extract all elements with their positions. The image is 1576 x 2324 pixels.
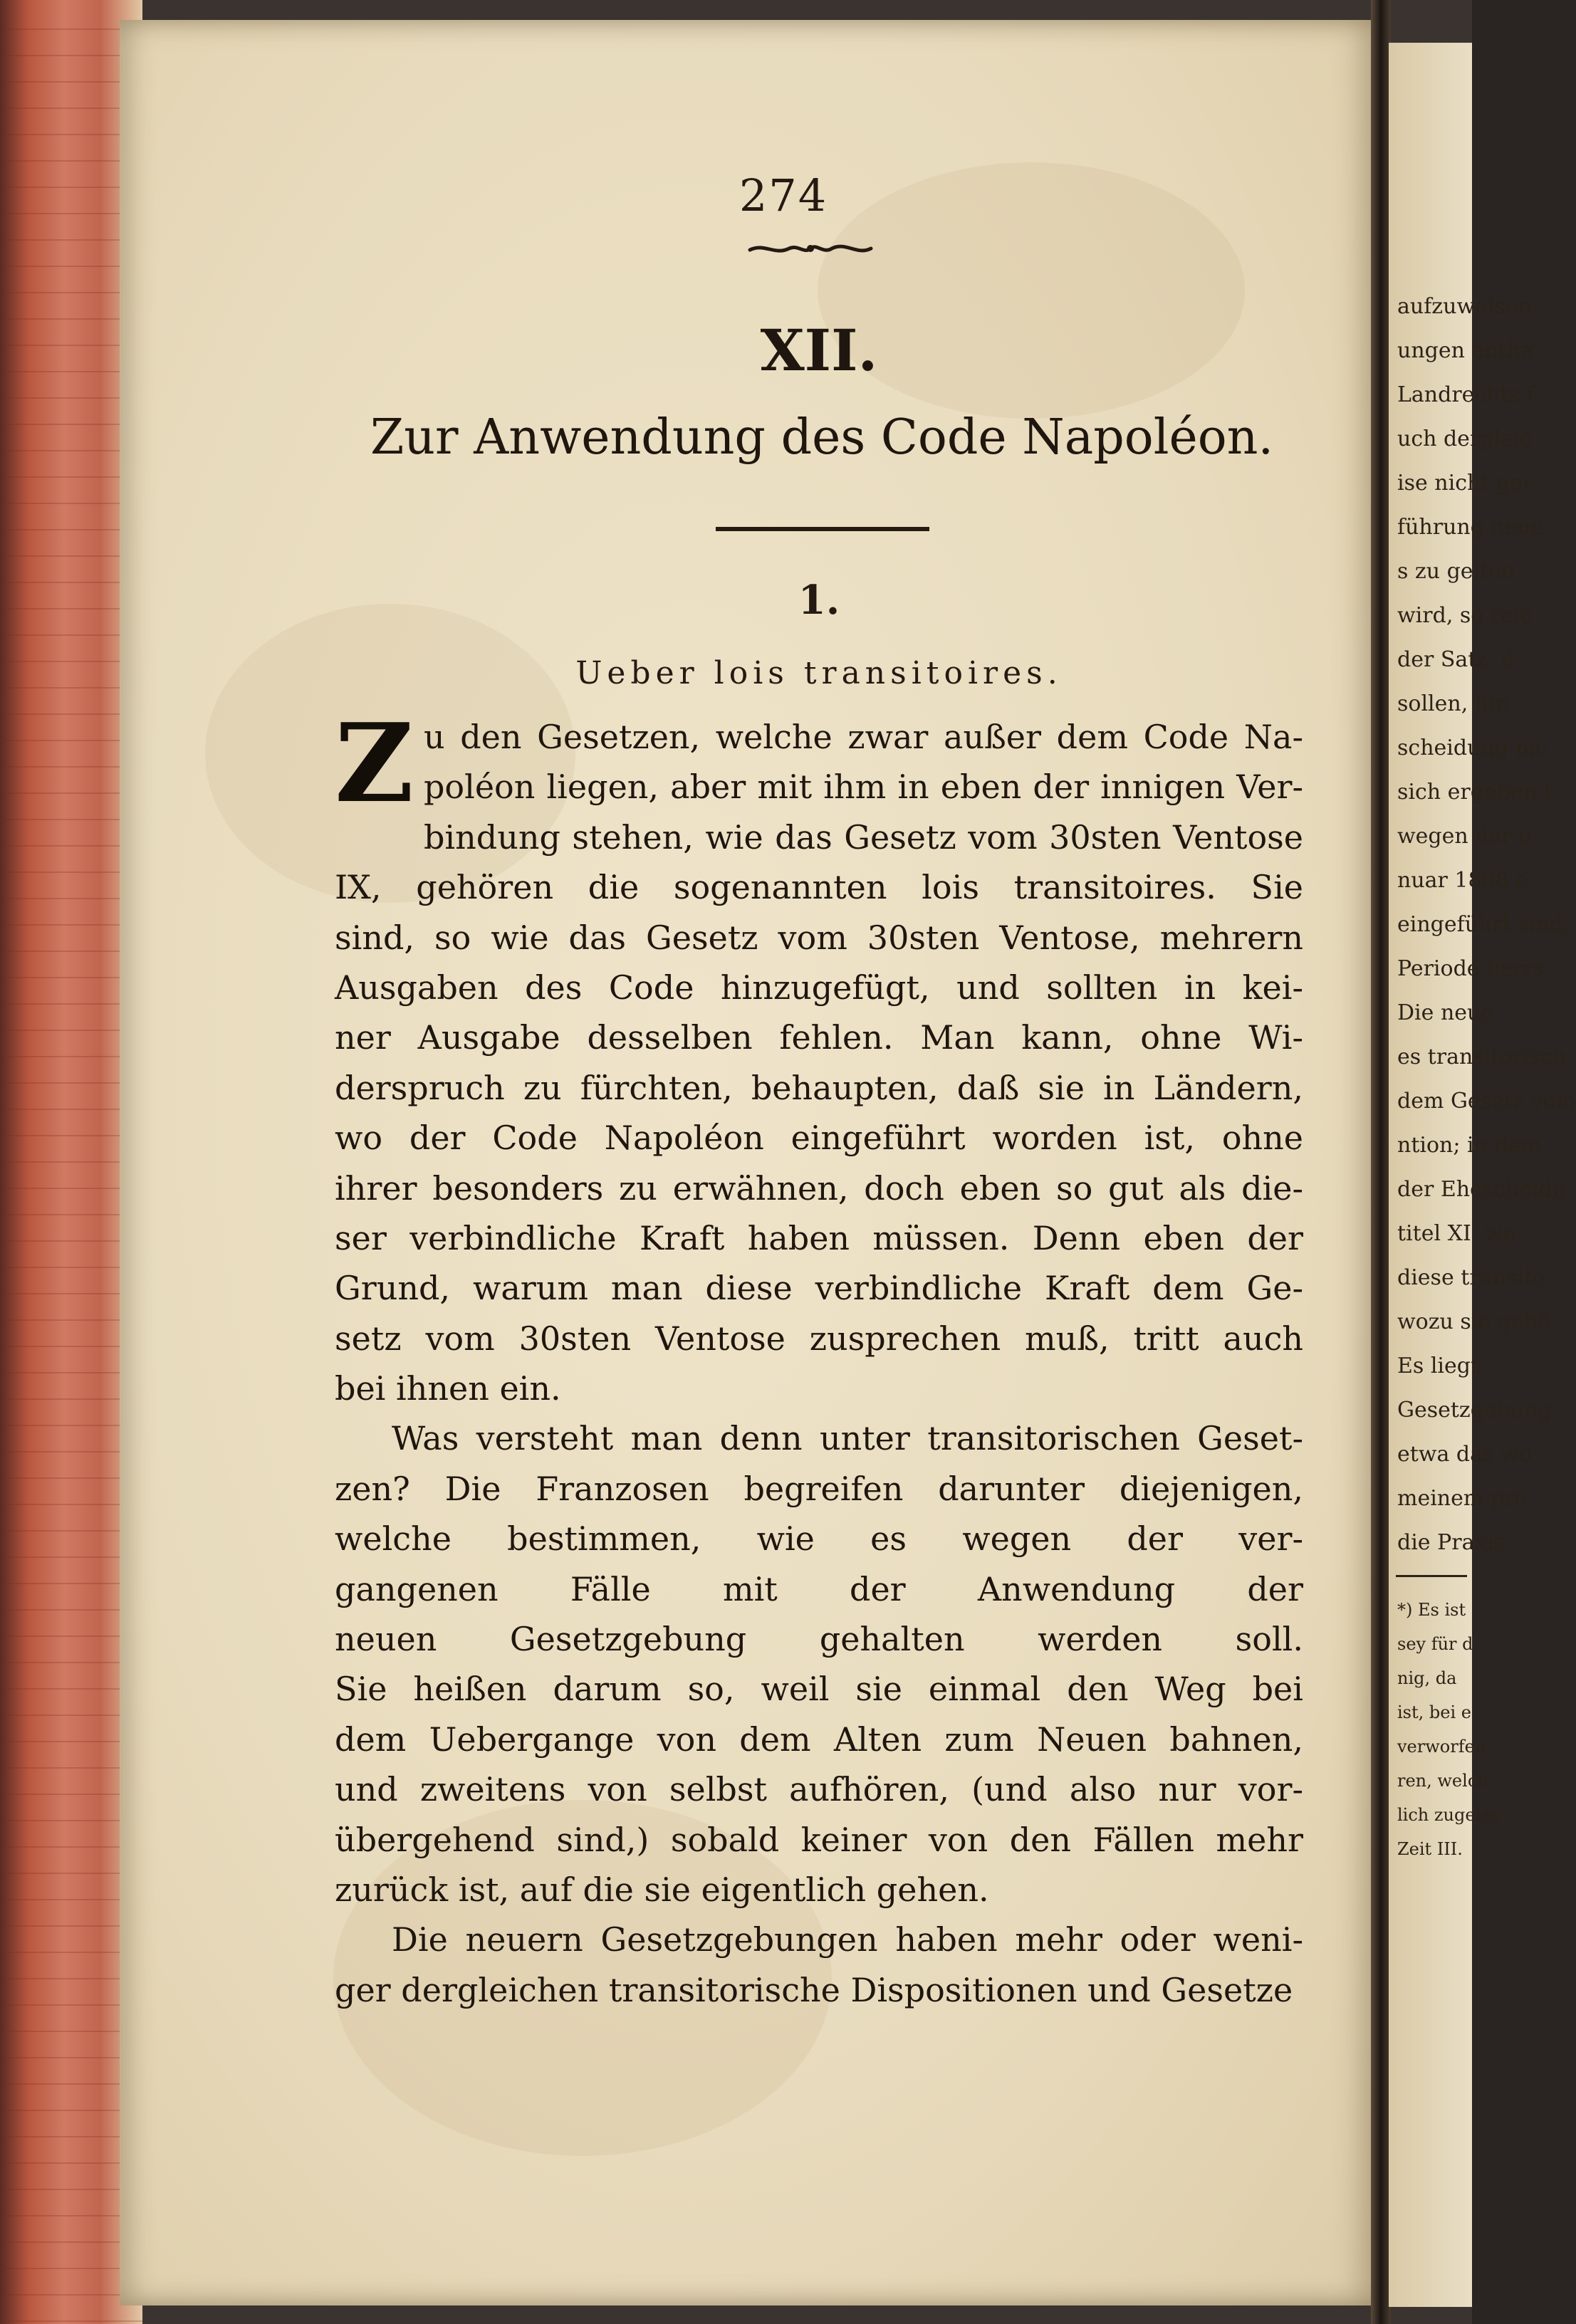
facing-text-line: sollen, hin, [1397,691,1516,716]
text-line: Grund, warum man diese verbindliche Kraft dem Ge- [335,1269,1303,1308]
text-line: Sie heißen darum so, weil sie einmal den Weg bei [335,1670,1303,1709]
title-rule [716,527,929,531]
paragraph-1 [335,699,1303,1413]
book-gutter [1371,0,1391,2324]
facing-text-line: Gesetzgebung, [1397,1398,1559,1423]
facing-text-line: ist, bei e [1397,1702,1471,1722]
text-line: und zweitens von selbst aufhören, (und also nur vor- [335,1770,1303,1809]
text-line: derspruch zu fürchten, behaupten, daß sie in Ländern, [335,1068,1303,1107]
facing-text-line: führung neue [1397,515,1544,540]
facing-page-notes [1389,1593,1500,1866]
facing-text-line: Landrechts f [1397,382,1535,407]
edge-striation [0,2320,142,2322]
facing-text-line: lich zugelas [1397,1805,1500,1825]
facing-text-line: uch dergleic [1397,426,1533,451]
section-number: 1. [798,577,840,624]
text-line: ger dergleichen transitorische Dispositionen und Gesetze [335,1970,1293,2009]
page-number: 274 [739,169,828,221]
facing-page-fragment [1389,43,1576,2307]
text-line: u den Gesetzen, welche zwar außer dem Code Na- [423,718,1303,756]
facing-text-line: scheidung nic [1397,736,1548,760]
facing-text-line: verworfen, [1397,1737,1491,1757]
ornament-divider [746,239,875,260]
facing-text-line: Zeit III. [1397,1839,1463,1859]
facing-text-line: der Ehescheidu [1397,1177,1567,1202]
facing-text-line: der Satz: d [1397,647,1515,672]
facing-text-line: ise nicht ger [1397,471,1533,496]
paragraph-2 [335,1413,1303,1915]
text-line: ner Ausgabe desselben fehlen. Man kann, ohne Wi- [335,1018,1303,1057]
facing-text-line: nig, da [1397,1668,1457,1688]
section-title: Ueber lois transitoires. [575,655,1063,691]
facing-text-line: *) Es ist [1397,1600,1466,1620]
text-line: Die neuern Gesetzgebungen haben mehr oder weni- [392,1920,1303,1959]
facing-text-line: Die neue [1397,1000,1494,1025]
facing-text-line: die Praxis [1397,1530,1505,1555]
facing-text-line: wegen der u [1397,824,1533,849]
text-line: ihrer besonders zu erwähnen, doch eben so gut als die- [335,1168,1303,1208]
facing-text-line: meinem pro [1397,1486,1528,1511]
facing-text-line: s zu gelten [1397,559,1515,584]
text-line: gangenen Fälle mit der Anwendung der [335,1569,1303,1608]
body-text [335,699,1303,2015]
facing-text-line: dem Gesetz vom [1397,1089,1576,1114]
facing-text-line: Periode herrs [1397,956,1545,981]
chapter-number: XII. [760,317,878,384]
chapter-title: Zur Anwendung des Code Napoléon. [370,409,1274,466]
text-line: zen? Die Franzosen begreifen darunter diejenigen, [335,1469,1303,1508]
text-line: IX, gehören die sogenannten lois transitoires. Sie [335,868,1303,907]
text-line: setz vom 30sten Ventose zusprechen muß, tritt auch [335,1319,1303,1358]
text-line: dem Uebergange von dem Alten zum Neuen bahnen, [335,1720,1303,1759]
facing-text-line: ntion; in dem [1397,1133,1541,1158]
facing-text-line: ungen enthä [1397,338,1533,363]
text-line: welche bestimmen, wie es wegen der ver- [335,1519,1303,1559]
facing-text-line: wozu sie gehö [1397,1309,1551,1334]
text-line: übergehend sind,) sobald keiner von den Fällen mehr [335,1820,1303,1859]
facing-text-line: sey für d [1397,1634,1473,1654]
text-line: bei ihnen ein. [335,1369,561,1408]
text-line: poléon liegen, aber mit ihm in eben der innigen Ver- [423,768,1303,807]
facing-text-line: wird, so reic [1397,603,1533,628]
text-line: sind, so wie das Gesetz vom 30sten Ventose, mehrern [335,918,1303,957]
text-line: Was versteht man denn unter transitorischen Geset- [392,1419,1303,1458]
facing-text-line: es transitorisch [1397,1045,1566,1069]
text-line: neuen Gesetzgebung gehalten werden soll. [335,1620,1303,1659]
text-line: Ausgaben des Code hinzugefügt, und sollten in kei- [335,968,1303,1007]
facing-text-line: diese transito [1397,1265,1545,1290]
facing-text-line: etwa das wo [1397,1442,1532,1467]
facing-text-line: aufzuweisen. [1397,294,1539,319]
text-line: bindung stehen, wie das Gesetz vom 30sten Ventose [423,817,1303,857]
facing-text-line: ren, welch [1397,1771,1488,1791]
drop-cap: Z [335,699,414,827]
facing-page-lines [1389,285,1576,1565]
facing-text-line: Es liegt [1397,1354,1480,1378]
facing-text-line: titel XI, we [1397,1221,1516,1246]
footnote-rule [1396,1575,1467,1577]
text-line: zurück ist, auf die sie eigentlich gehen. [335,1870,989,1909]
facing-text-line: nuar 1808 e [1397,868,1529,893]
text-line: ser verbindliche Kraft haben müssen. Denn eben der [335,1218,1303,1257]
text-line: wo der Code Napoléon eingeführt worden ist, ohne [335,1119,1303,1158]
facing-text-line: sich ergeben f [1397,780,1552,805]
facing-text-line: eingeführt sind, [1397,912,1570,937]
paragraph-3 [335,1915,1303,2015]
